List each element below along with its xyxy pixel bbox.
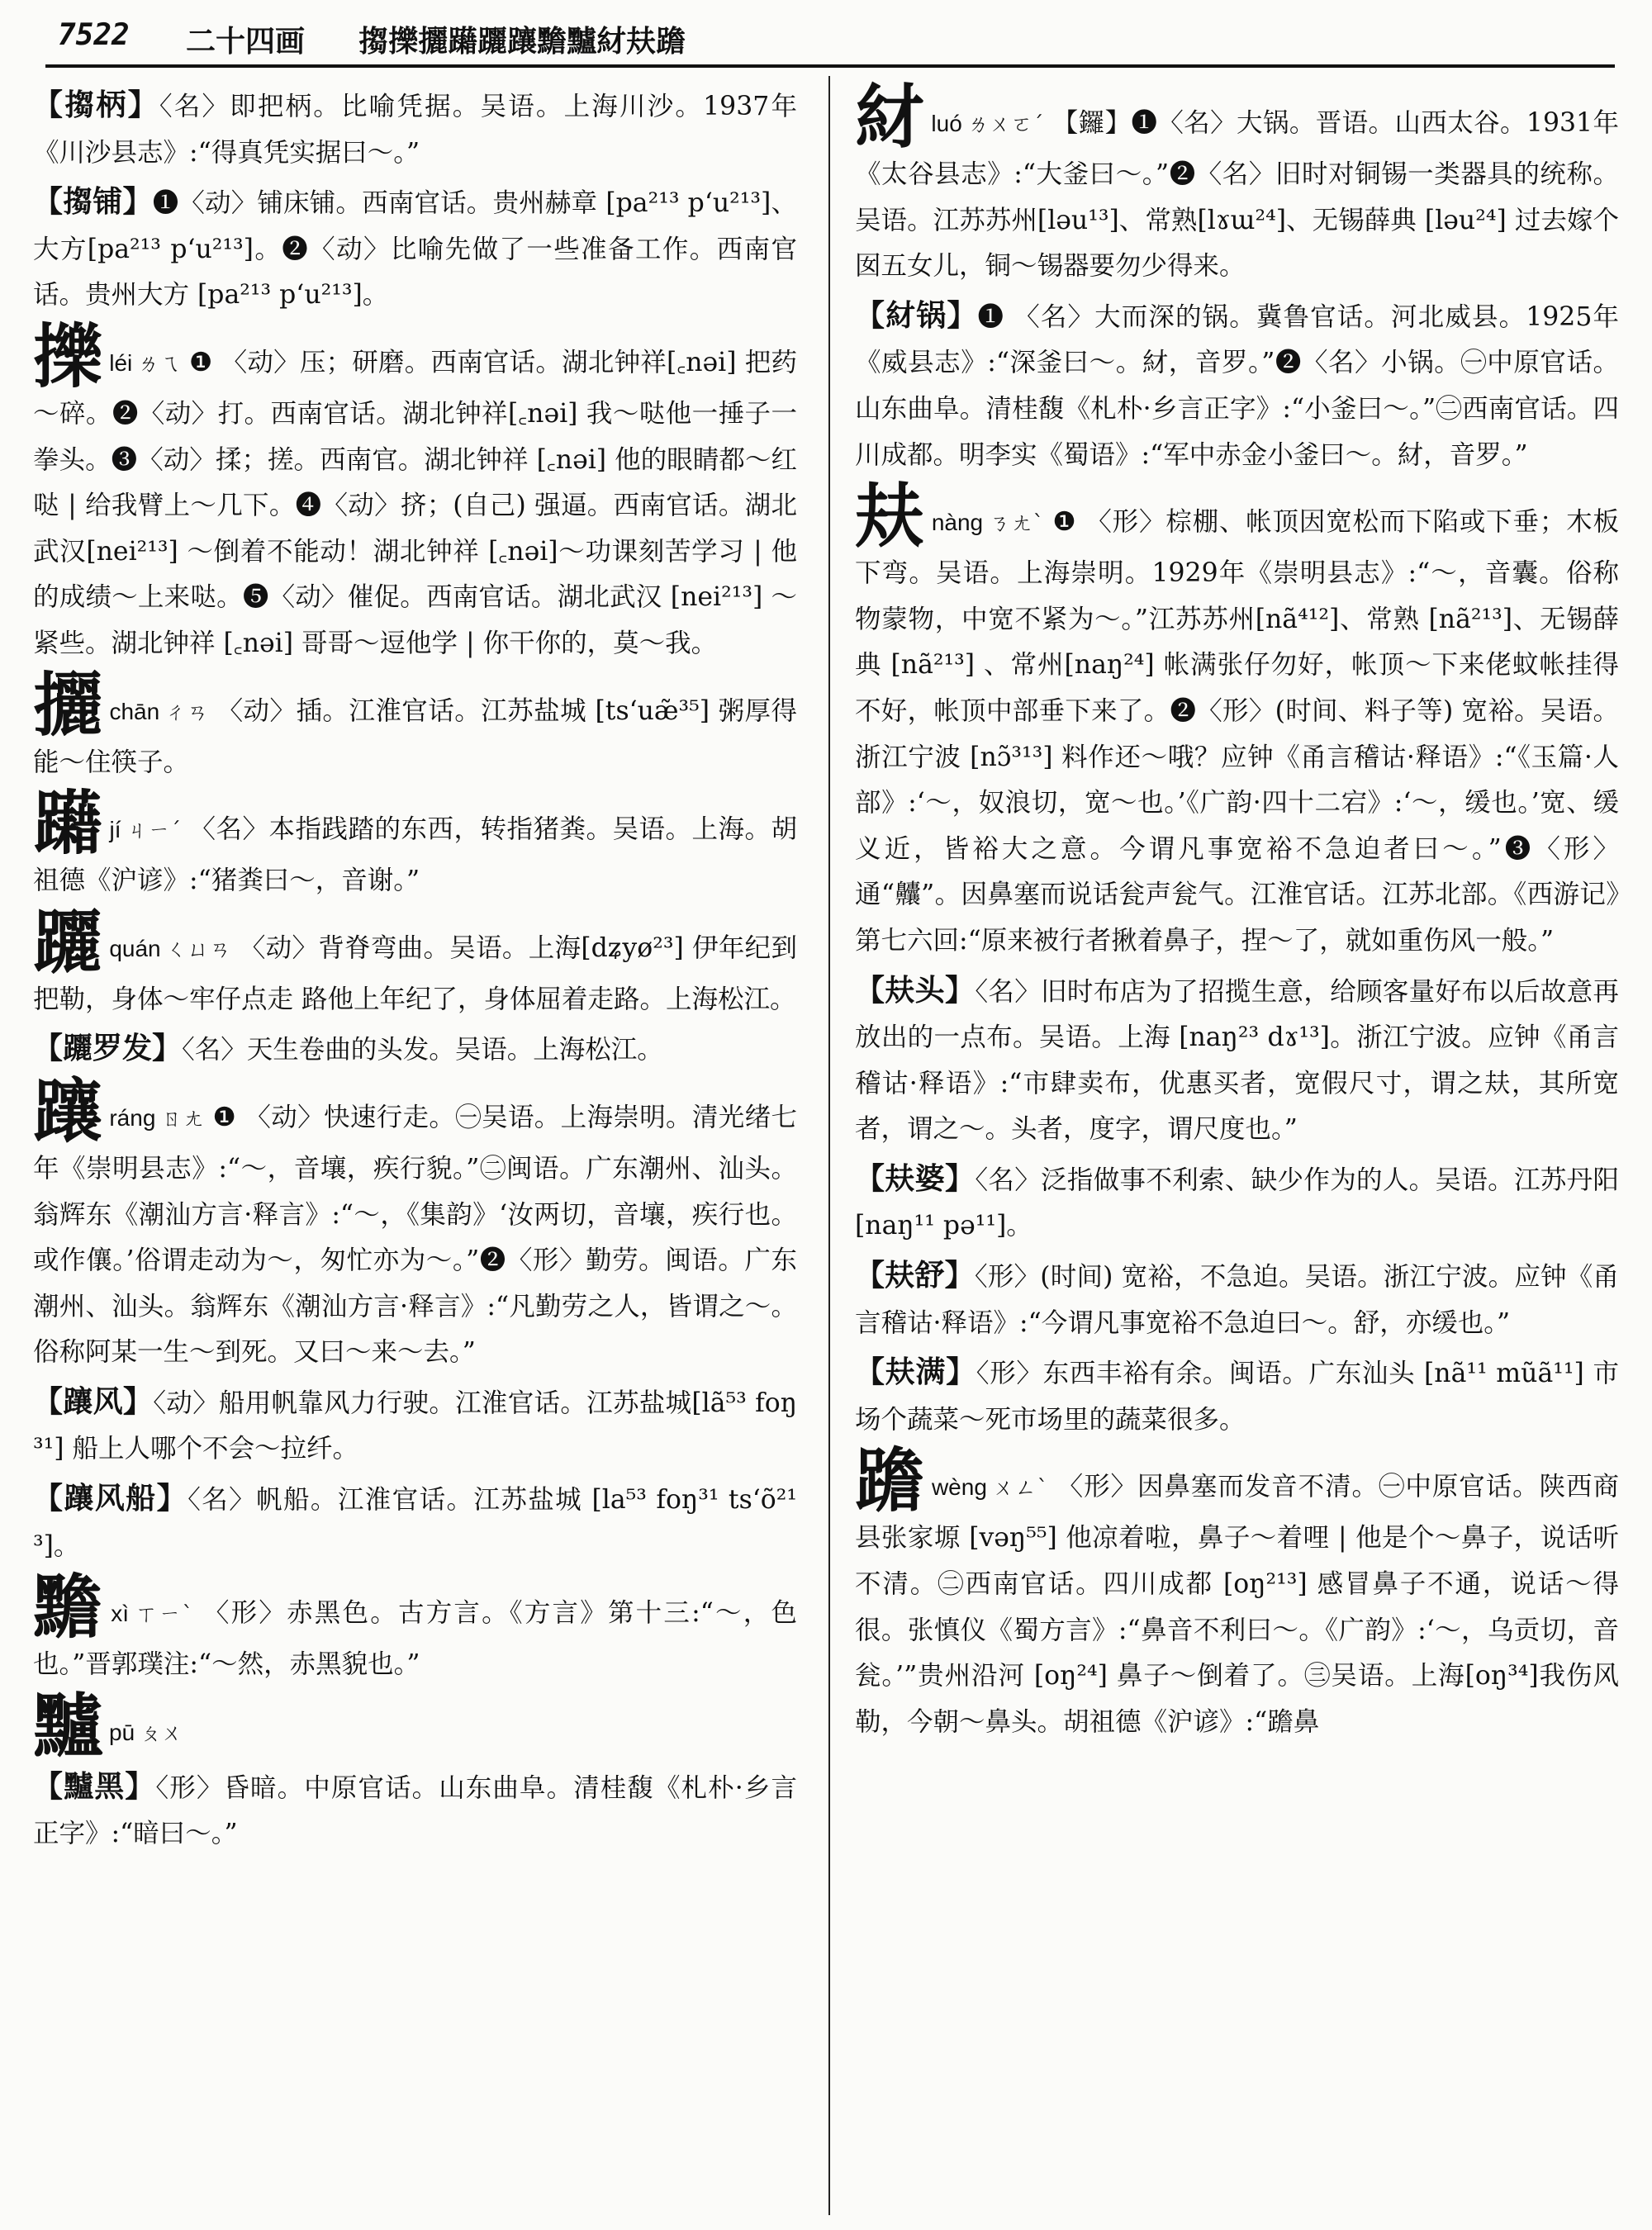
compound-headword: 【黸黑】 [33,1769,156,1804]
zhuyin: ㄑㄩㄢ [165,937,231,962]
definition-text: 【鑼】❶〈名〉大锅。晋语。山西太谷。1931年《太谷县志》:“大釜曰～。”❷〈名〉旧时对铜锡一类器具的统称。吴语。江苏苏州[ləu¹³]、常熟[lɤɯ²⁴]、无锡薛典 [ləu²⁴] 过去嫁个囡五女儿，铜～锡器要勿少得来。 [855,108,1619,282]
page-header [0,0,1652,66]
definition-text: 〈动〉背脊弯曲。吴语。上海[dʑyø²³] 伊年纪到把勒，身体～牢仔点走 路他上年纪了，身体屈着走路。上海松江。 [33,932,797,1014]
compound-headword: 【㚘头】 [855,973,976,1008]
compound-entry [33,1764,797,1858]
definition-text: ❶ 〈动〉快速行走。㊀吴语。上海崇明。清光绪七年《崇明县志》:“～，音壤，疾行貌。”㊁闽语。广东潮州、汕头。翁辉东《潮汕方言·释言》:“～，《集韵》‘汝两切，音壤，疾行也。或作儴。’俗谓走动为～，匆忙亦为～。”❷〈形〉勤劳。闽语。广东潮州、汕头。翁辉东《潮汕方言·释言》:“凡勤劳之人，皆谓之～。俗称阿某一生～到死。又曰～来～去。” [33,1102,797,1368]
headword-entry [855,1440,1619,1745]
headword: 躟 [33,1070,103,1152]
headword-entry [33,1685,797,1767]
running-chars: 搊擽攦躤躧躟黵黸䊷㚘䠨 [358,25,686,59]
zhuyin: ㄖㄤ [160,1106,205,1132]
header-rule [45,64,1615,68]
compound-entry [855,1253,1619,1346]
headword-entry [855,77,1619,290]
compound-entry [33,1476,797,1569]
compound-entry [33,1379,797,1473]
headword: 黸 [33,1685,103,1767]
headword: 黵 [33,1567,105,1649]
compound-headword: 【䊷锅】 [855,298,978,333]
compound-entry [855,1156,1619,1250]
definition-text: ❶ 〈动〉压；研磨。西南官话。湖北钟祥[꜀nəi] 把药～碎。❷〈动〉打。西南官话。湖北钟祥[꜀nəi] 我～哒他一捶子一拳头。❸〈动〉揉；搓。西南官。湖北钟祥 [꜀nəi] 他的眼睛都～红哒 | 给我臂上～几下。❹〈动〉挤；(自己) 强逼。西南官话。湖北武汉[nei²¹³] ～倒着不能动！湖北钟祥 [꜀nəi]～功课刻苦学习 | 他的成绩～上来哒。❺〈动〉催促。西南官话。湖北武汉 [nei²¹³] ～紧些。湖北钟祥 [꜀nəi] 哥哥～逗他学 | 你干你的，莫～我。 [33,347,797,658]
zhuyin: ㄐㄧˊ [126,818,182,844]
headword-entry [33,316,797,667]
headword: 㚘 [855,476,925,558]
definition-text: 〈形〉昏暗。中原官话。山东曲阜。清桂馥《札朴·乡言正字》:“暗曰～。” [33,1772,797,1849]
running-title: 二十四画 [186,25,306,59]
compound-headword: 【㚘婆】 [855,1161,976,1196]
pinyin: quán [109,935,161,961]
compound-entry [855,968,1619,1153]
pinyin: léi [109,349,133,376]
headword: 躧 [33,901,103,983]
page-number: 7522 [58,18,130,52]
compound-headword: 【躟风船】 [33,1482,188,1516]
right-column [855,77,1619,1748]
headword-entry [33,901,797,1023]
headword-entry [855,476,1619,964]
definition-text: 〈名〉本指践踏的东西，转指猪粪。吴语。上海。胡祖德《沪谚》:“猪粪曰～，音谢。” [33,814,797,896]
pinyin: wèng [931,1474,987,1501]
compound-entry [33,83,797,176]
pinyin: jí [109,817,121,843]
headword-entry [33,783,797,904]
zhuyin: ㄌㄨㄛˊ [966,112,1044,137]
compound-entry [33,1026,797,1074]
definition-text: ❶〈动〉铺床铺。西南官话。贵州赫章 [pa²¹³ pʻu²¹³]、大方[pa²¹³ pʻu²¹³]。❷〈动〉比喻先做了一些准备工作。西南官话。贵州大方 [pa²¹³ pʻu²¹³]。 [33,188,797,311]
definition-text: 〈动〉插。江淮官话。江苏盐城 [tsʻuæ̃³⁵] 粥厚得能～住筷子。 [33,695,797,777]
zhuyin: ㄔㄢ [164,700,209,725]
compound-headword: 【㚘满】 [855,1355,976,1390]
definition-text: ❶ 〈形〉棕棚、帐顶因宽松而下陷或下垂；木板下弯。吴语。上海崇明。1929年《崇明县志》:“～，音囊。俗称物蒙物，中宽不紧为～。”江苏苏州[nã⁴¹²]、常熟 [nã²¹³]、无锡薛典 [nã²¹³] 、常州[naŋ²⁴] 帐满张仔勿好，帐顶～下来佬蚊帐挂得不好，帐顶中部垂下来了。❷〈形〉(时间、料子等) 宽裕。吴语。浙江宁波 [nɔ̃³¹³] 料作还～哦？应钟《甬言稽诂·释语》:“《玉篇·人部》:‘～，奴浪切，宽～也。’《广韵·四十二宕》:‘～，缓也。’宽、缓义近，皆裕大之意。今谓凡事宽裕不急迫者曰～。”❸〈形〉通“齉”。因鼻塞而说话瓮声瓮气。江淮官话。江苏北部。《西游记》第七六回:“原来被行者揪着鼻子，捏～了，就如重伤风一般。” [855,507,1619,956]
headword: 䠨 [855,1440,925,1522]
definition-text: 〈动〉船用帆靠风力行驶。江淮官话。江苏盐城[lã⁵³ foŋ³¹] 船上人哪个不会～拉纤。 [33,1388,797,1464]
definition-text: 〈名〉旧时布店为了招揽生意，给顾客量好布以后故意再放出的一点布。吴语。上海 [naŋ²³ dɤ¹³]。浙江宁波。应钟《甬言稽诂·释语》:“市肆卖布，优惠买者，宽假尺寸，谓之㚘，其所宽者，谓之～。头者，度字，谓尺度也。” [855,976,1619,1145]
pinyin: luó [931,111,962,136]
zhuyin: ㄋㄤˋ [988,511,1045,537]
definition-text: 〈形〉赤黑色。古方言。《方言》第十三:“～，色也。”晋郭璞注:“～然，赤黑貌也。” [33,1598,797,1680]
headword-entry [33,1567,797,1688]
compound-entry [855,1350,1619,1443]
headword-entry [33,664,797,786]
pinyin: xì [111,1601,130,1627]
zhuyin: ㄌㄟ [137,351,181,377]
compound-entry [33,179,797,319]
compound-entry [855,293,1619,478]
definition-text: 〈形〉因鼻塞而发音不清。㊀中原官话。陕西商县张家塬 [vəŋ⁵⁵] 他凉着啦，鼻子～着哩 | 他是个～鼻子，说话听不清。㊁西南官话。四川成都 [oŋ²¹³] 感冒鼻子不通，说话～得很。张慎仪《蜀方言》:“鼻音不利曰～。《广韵》:‘～，乌贡切，音瓮。’”贵州沿河 [oŋ²⁴] 鼻子～倒着了。㊂吴语。上海[oŋ³⁴]我伤风勒，今朝～鼻头。胡祖德《沪谚》:“䠨鼻 [855,1472,1619,1737]
pinyin: chān [109,698,160,724]
compound-headword: 【搊铺】 [33,185,153,220]
headword: 攦 [33,664,103,746]
zhuyin: ㄨㄥˋ [991,1476,1049,1502]
zhuyin: ㄒㄧˋ [134,1602,195,1628]
definition-text: 〈名〉泛指做事不利索、缺少作为的人。吴语。江苏丹阳 [naŋ¹¹ pə¹¹]。 [855,1165,1619,1241]
compound-headword: 【㚘舒】 [855,1259,975,1293]
definition-text: 〈名〉即把柄。比喻凭据。吴语。上海川沙。1937年《川沙县志》:“得真凭实据曰～。” [33,92,797,168]
pinyin: nàng [931,510,984,536]
pinyin: pū [109,1719,135,1745]
headword-entry [33,1070,797,1376]
headword: 䊷 [855,77,925,158]
pinyin: ráng [109,1104,156,1131]
headword: 躤 [33,783,103,865]
compound-headword: 【搊柄】 [33,88,159,122]
definition-text: ❶ 〈名〉大而深的锅。冀鲁官话。河北威县。1925年《威县志》:“深釜曰～。䊷，音罗。”❷〈名〉小锅。㊀中原官话。山东曲阜。清桂馥《札朴·乡言正字》:“小釜曰～。”㊁西南官话。四川成都。明李实《蜀语》:“军中赤金小釜曰～。䊷，音罗。” [855,301,1619,470]
headword: 擽 [33,316,103,397]
compound-headword: 【躟风】 [33,1384,154,1419]
column-divider [828,76,830,2215]
zhuyin: ㄆㄨ [140,1720,183,1746]
definition-text: 〈形〉东西丰裕有余。闽语。广东汕头 [nã¹¹ mũã¹¹] 市场个蔬菜～死市场里的蔬菜很多。 [855,1359,1619,1435]
definition-text: 〈形〉(时间) 宽裕，不急迫。吴语。浙江宁波。应钟《甬言稽诂·释语》:“今谓凡事宽裕不急迫曰～。舒，亦缓也。” [855,1262,1619,1338]
running-head [186,18,686,60]
compound-headword: 【躧罗发】 [33,1032,183,1066]
left-column [33,83,797,1861]
definition-text: 〈名〉帆船。江淮官话。江苏盐城 [la⁵³ foŋ³¹ tsʻõ²¹³]。 [33,1485,797,1561]
definition-text: 〈名〉天生卷曲的头发。吴语。上海松江。 [182,1035,663,1065]
